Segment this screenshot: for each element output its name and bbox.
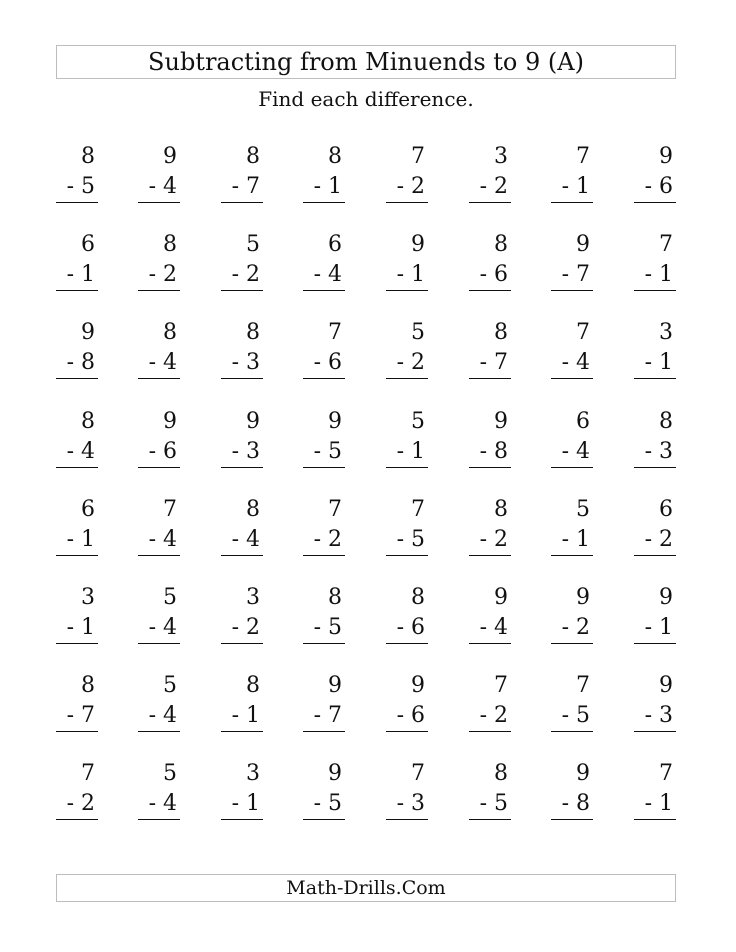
problem-1-6	[469, 142, 511, 204]
minuend: 7	[328, 497, 342, 522]
subtrahend: - 2	[303, 525, 345, 556]
minuend: 7	[411, 761, 425, 786]
problem-5-8	[634, 495, 676, 557]
subtrahend: - 7	[303, 701, 345, 732]
minuend: 9	[163, 409, 177, 434]
subtrahend: - 4	[56, 437, 98, 468]
problem-2-4	[303, 230, 345, 292]
problem-6-8	[634, 583, 676, 645]
problem-5-6	[469, 495, 511, 557]
minuend: 9	[328, 761, 342, 786]
minuend: 7	[411, 144, 425, 169]
problem-8-4	[303, 759, 345, 821]
subtrahend: - 5	[386, 525, 428, 556]
problem-5-1	[56, 495, 98, 557]
minuend: 9	[328, 409, 342, 434]
subtrahend: - 2	[469, 172, 511, 203]
problem-8-6	[469, 759, 511, 821]
subtrahend: - 5	[551, 701, 593, 732]
subtrahend: - 4	[138, 789, 180, 820]
minuend: 7	[576, 144, 590, 169]
problem-7-8	[634, 671, 676, 733]
subtrahend: - 2	[469, 525, 511, 556]
problem-6-5	[386, 583, 428, 645]
problem-3-2	[138, 318, 180, 380]
subtrahend: - 2	[386, 172, 428, 203]
problem-8-2	[138, 759, 180, 821]
minuend: 9	[494, 585, 508, 610]
problem-1-2	[138, 142, 180, 204]
minuend: 8	[494, 232, 508, 257]
minuend: 8	[81, 409, 95, 434]
problem-6-3	[221, 583, 263, 645]
footer-text: Math-Drills.Com	[286, 877, 446, 899]
problem-7-3	[221, 671, 263, 733]
subtrahend: - 4	[138, 613, 180, 644]
problem-6-1	[56, 583, 98, 645]
problem-3-8	[634, 318, 676, 380]
subtrahend: - 4	[221, 525, 263, 556]
problem-8-7	[551, 759, 593, 821]
problem-5-7	[551, 495, 593, 557]
minuend: 7	[328, 320, 342, 345]
subtrahend: - 1	[56, 260, 98, 291]
subtrahend: - 4	[138, 348, 180, 379]
subtrahend: - 7	[221, 172, 263, 203]
problem-2-5	[386, 230, 428, 292]
minuend: 8	[494, 761, 508, 786]
subtrahend: - 3	[221, 437, 263, 468]
minuend: 9	[411, 232, 425, 257]
problem-4-2	[138, 407, 180, 469]
problem-7-7	[551, 671, 593, 733]
minuend: 3	[494, 144, 508, 169]
minuend: 5	[246, 232, 260, 257]
subtrahend: - 5	[469, 789, 511, 820]
problem-4-5	[386, 407, 428, 469]
subtrahend: - 1	[634, 789, 676, 820]
problem-1-7	[551, 142, 593, 204]
subtrahend: - 8	[469, 437, 511, 468]
minuend: 7	[163, 497, 177, 522]
subtrahend: - 1	[634, 260, 676, 291]
minuend: 8	[81, 144, 95, 169]
minuend: 8	[163, 320, 177, 345]
minuend: 7	[576, 673, 590, 698]
minuend: 6	[659, 497, 673, 522]
minuend: 8	[328, 585, 342, 610]
problem-6-2	[138, 583, 180, 645]
subtrahend: - 3	[221, 348, 263, 379]
problem-3-3	[221, 318, 263, 380]
minuend: 3	[246, 585, 260, 610]
subtrahend: - 3	[634, 701, 676, 732]
subtrahend: - 7	[56, 701, 98, 732]
subtrahend: - 1	[56, 525, 98, 556]
problem-8-8	[634, 759, 676, 821]
minuend: 6	[328, 232, 342, 257]
problem-5-2	[138, 495, 180, 557]
subtrahend: - 8	[551, 789, 593, 820]
subtrahend: - 8	[56, 348, 98, 379]
minuend: 7	[659, 232, 673, 257]
minuend: 8	[494, 320, 508, 345]
minuend: 9	[163, 144, 177, 169]
subtrahend: - 2	[138, 260, 180, 291]
minuend: 5	[163, 585, 177, 610]
minuend: 5	[163, 761, 177, 786]
problem-3-4	[303, 318, 345, 380]
minuend: 8	[328, 144, 342, 169]
minuend: 9	[576, 232, 590, 257]
minuend: 9	[494, 409, 508, 434]
subtrahend: - 4	[303, 260, 345, 291]
minuend: 7	[494, 673, 508, 698]
problem-4-4	[303, 407, 345, 469]
subtrahend: - 1	[551, 525, 593, 556]
subtrahend: - 6	[386, 701, 428, 732]
problem-5-3	[221, 495, 263, 557]
problem-2-3	[221, 230, 263, 292]
subtrahend: - 6	[634, 172, 676, 203]
problem-4-1	[56, 407, 98, 469]
minuend: 8	[494, 497, 508, 522]
minuend: 6	[81, 232, 95, 257]
problem-7-1	[56, 671, 98, 733]
subtrahend: - 1	[386, 260, 428, 291]
subtrahend: - 7	[469, 348, 511, 379]
problem-8-3	[221, 759, 263, 821]
problem-1-8	[634, 142, 676, 204]
problem-8-1	[56, 759, 98, 821]
problem-8-5	[386, 759, 428, 821]
subtrahend: - 2	[386, 348, 428, 379]
problem-7-2	[138, 671, 180, 733]
minuend: 5	[411, 409, 425, 434]
subtrahend: - 1	[303, 172, 345, 203]
problem-1-5	[386, 142, 428, 204]
subtrahend: - 1	[221, 701, 263, 732]
minuend: 8	[246, 673, 260, 698]
problem-1-4	[303, 142, 345, 204]
subtrahend: - 2	[221, 613, 263, 644]
problem-2-2	[138, 230, 180, 292]
minuend: 3	[246, 761, 260, 786]
subtrahend: - 4	[551, 348, 593, 379]
worksheet-title-text: Subtracting from Minuends to 9 (A)	[148, 48, 584, 76]
minuend: 7	[81, 761, 95, 786]
subtrahend: - 2	[56, 789, 98, 820]
subtrahend: - 5	[303, 613, 345, 644]
problem-3-5	[386, 318, 428, 380]
minuend: 5	[163, 673, 177, 698]
minuend: 9	[246, 409, 260, 434]
subtrahend: - 4	[469, 613, 511, 644]
minuend: 7	[576, 320, 590, 345]
minuend: 7	[659, 761, 673, 786]
problem-7-6	[469, 671, 511, 733]
footer	[56, 874, 676, 902]
subtrahend: - 1	[386, 437, 428, 468]
problem-2-8	[634, 230, 676, 292]
minuend: 6	[576, 409, 590, 434]
minuend: 3	[659, 320, 673, 345]
problem-5-4	[303, 495, 345, 557]
minuend: 6	[81, 497, 95, 522]
subtrahend: - 4	[138, 172, 180, 203]
problem-3-7	[551, 318, 593, 380]
minuend: 8	[411, 585, 425, 610]
minuend: 9	[411, 673, 425, 698]
minuend: 9	[576, 761, 590, 786]
problem-3-6	[469, 318, 511, 380]
subtrahend: - 1	[634, 348, 676, 379]
subtrahend: - 5	[303, 789, 345, 820]
minuend: 5	[576, 497, 590, 522]
minuend: 8	[659, 409, 673, 434]
minuend: 7	[411, 497, 425, 522]
minuend: 9	[659, 673, 673, 698]
problem-6-4	[303, 583, 345, 645]
problem-4-6	[469, 407, 511, 469]
minuend: 3	[81, 585, 95, 610]
problem-2-1	[56, 230, 98, 292]
subtrahend: - 1	[551, 172, 593, 203]
problem-3-1	[56, 318, 98, 380]
subtrahend: - 1	[634, 613, 676, 644]
minuend: 5	[411, 320, 425, 345]
subtrahend: - 5	[303, 437, 345, 468]
subtrahend: - 2	[469, 701, 511, 732]
minuend: 8	[246, 497, 260, 522]
subtrahend: - 3	[386, 789, 428, 820]
problem-4-7	[551, 407, 593, 469]
problem-4-8	[634, 407, 676, 469]
minuend: 9	[81, 320, 95, 345]
subtrahend: - 3	[634, 437, 676, 468]
subtrahend: - 4	[138, 701, 180, 732]
problem-7-4	[303, 671, 345, 733]
subtrahend: - 7	[551, 260, 593, 291]
problem-1-1	[56, 142, 98, 204]
subtrahend: - 6	[469, 260, 511, 291]
minuend: 8	[246, 144, 260, 169]
subtrahend: - 6	[386, 613, 428, 644]
subtrahend: - 2	[551, 613, 593, 644]
problem-1-3	[221, 142, 263, 204]
problem-6-6	[469, 583, 511, 645]
minuend: 8	[163, 232, 177, 257]
minuend: 9	[576, 585, 590, 610]
problem-2-6	[469, 230, 511, 292]
problem-6-7	[551, 583, 593, 645]
problem-7-5	[386, 671, 428, 733]
subtrahend: - 4	[551, 437, 593, 468]
subtrahend: - 1	[221, 789, 263, 820]
subtrahend: - 2	[634, 525, 676, 556]
subtrahend: - 6	[138, 437, 180, 468]
subtrahend: - 6	[303, 348, 345, 379]
subtrahend: - 2	[221, 260, 263, 291]
problem-5-5	[386, 495, 428, 557]
minuend: 9	[659, 144, 673, 169]
minuend: 9	[328, 673, 342, 698]
minuend: 9	[659, 585, 673, 610]
worksheet-instructions: Find each difference.	[258, 87, 474, 111]
subtrahend: - 1	[56, 613, 98, 644]
problem-4-3	[221, 407, 263, 469]
subtrahend: - 4	[138, 525, 180, 556]
minuend: 8	[246, 320, 260, 345]
problem-2-7	[551, 230, 593, 292]
minuend: 8	[81, 673, 95, 698]
subtrahend: - 5	[56, 172, 98, 203]
